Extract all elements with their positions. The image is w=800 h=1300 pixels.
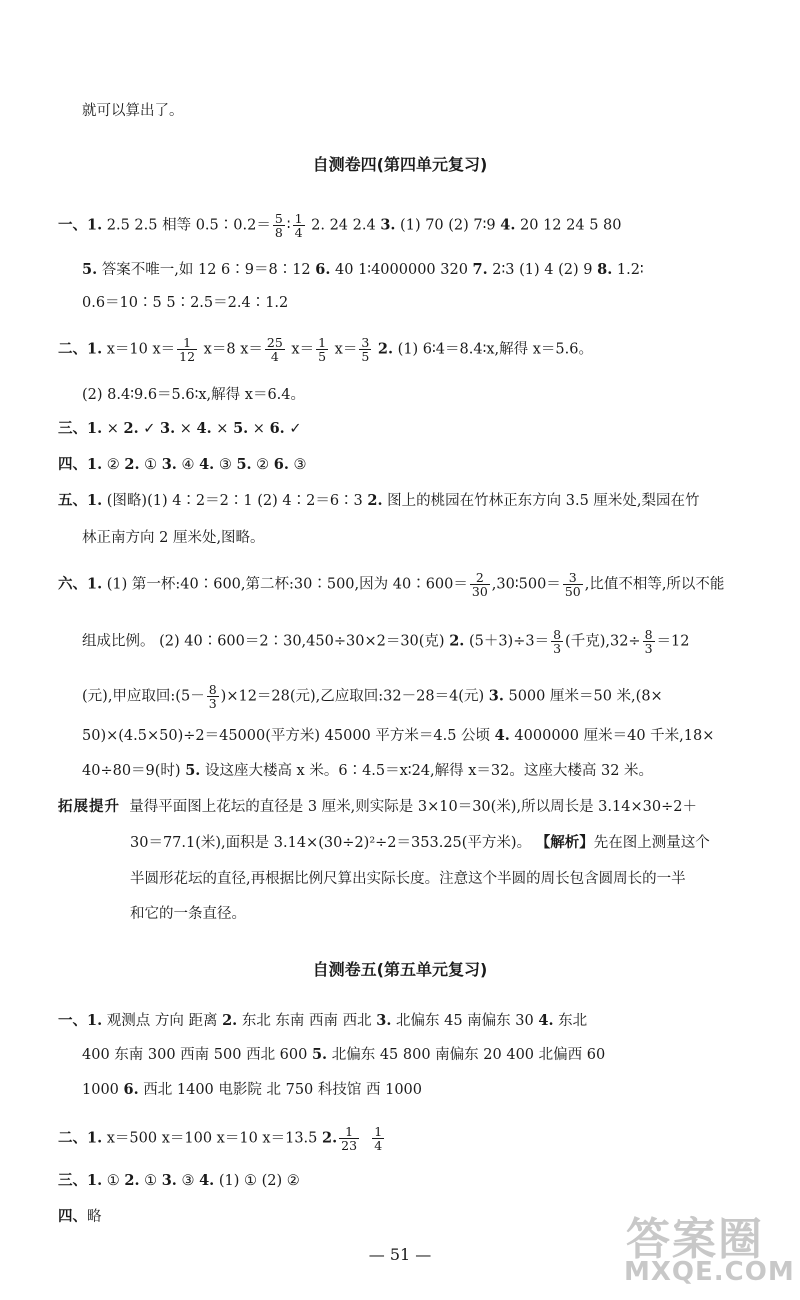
- t4-line-1: 一、1. 2.5 2.5 相等 0.5∶0.2＝ $\frac{5}{8}$ ∶ $\frac{1}{4}$ 2. 24 2.4 3. (1) 70 (2) 7∶9 4. 20 12 24 5 80: [58, 211, 622, 240]
- fraction: $\frac{1}{23}$: [341, 1124, 358, 1153]
- tz-line-2: 30＝77.1(米),面积是 3.14×(30÷2)²÷2＝353.25(平方米)。 【解析】先在图上测量这个: [130, 834, 710, 851]
- t4-line-2: 5. 答案不唯一,如 12 6∶9＝8∶12 6. 40 1∶4000000 320 7. 2∶3 (1) 4 (2) 9 8. 1.2∶: [82, 261, 644, 278]
- t5-line-4: 二、1. x＝500 x＝100 x＝10 x＝13.5 2. $\frac{1}{23}$ $\frac{1}{4}$: [58, 1124, 383, 1153]
- t4-line-4: 二、1. x＝10 x＝ $\frac{1}{12}$ x＝8 x＝ $\frac{25}{4}$ x＝ $\frac{1}{5}$ x＝ $\frac{3}{5}$ 2. (1) 6∶4＝8.4∶x,解得 x＝5.6。: [58, 335, 593, 364]
- fraction: $\frac{3}{5}$: [361, 335, 370, 364]
- fraction: $\frac{1}{4}$: [294, 211, 303, 240]
- fraction: $\frac{1}{4}$: [374, 1124, 383, 1153]
- t4-line-8: 五、1. (图略)(1) 4∶2＝2∶1 (2) 4∶2＝6∶3 2. 图上的桃园在竹林正东方向 3.5 厘米处,梨园在竹: [58, 492, 700, 509]
- t5-line-1: 一、1. 观测点 方向 距离 2. 东北 东南 西南 西北 3. 北偏东 45 南偏东 30 4. 东北: [58, 1012, 588, 1029]
- tz-label: 拓展提升: [58, 799, 120, 815]
- fraction: $\frac{8}{3}$: [208, 682, 217, 711]
- watermark-top: 答案圈: [626, 1214, 764, 1265]
- t4-line-13: 50)×(4.5×50)÷2＝45000(平方米) 45000 平方米＝4.5 公顷 4. 4000000 厘米＝40 千米,18×: [82, 727, 715, 744]
- watermark-bottom: MXQE.COM: [624, 1257, 795, 1287]
- fraction: $\frac{5}{8}$: [274, 211, 283, 240]
- t4-line-14: 40÷80＝9(时) 5. 设这座大楼高 x 米。6∶4.5＝x∶24,解得 x＝32。这座大楼高 32 米。: [82, 762, 654, 779]
- fraction: $\frac{8}{3}$: [553, 627, 562, 656]
- test4-title: 自测卷四(第四单元复习): [312, 155, 488, 174]
- tz-line-3: 半圆形花坛的直径,再根据比例尺算出实际长度。注意这个半圆的周长包含圆周长的一半: [130, 871, 686, 887]
- fraction: $\frac{8}{3}$: [644, 627, 653, 656]
- t4-line-6: 三、1. × 2. ✓ 3. × 4. × 5. × 6. ✓: [58, 420, 302, 437]
- t5-line-6: 四、略: [58, 1209, 102, 1225]
- t5-line-3: 1000 6. 西北 1400 电影院 北 750 科技馆 西 1000: [82, 1081, 423, 1098]
- fraction: $\frac{3}{50}$: [564, 570, 581, 599]
- fraction: $\frac{2}{30}$: [471, 570, 488, 599]
- intro-line: 就可以算出了。: [82, 103, 184, 119]
- fraction: $\frac{1}{12}$: [179, 335, 196, 364]
- t4-line-10: 六、1. (1) 第一杯:40∶600,第二杯:30∶500,因为 40∶600＝ $\frac{2}{30}$ ,30∶500＝ $\frac{3}{50}$ ,比值不相等,所以不能: [58, 570, 725, 599]
- t5-line-5: 三、1. ① 2. ① 3. ③ 4. (1) ① (2) ②: [58, 1172, 300, 1189]
- test5-title: 自测卷五(第五单元复习): [312, 960, 488, 979]
- page-number: — 51 —: [368, 1245, 432, 1264]
- t4-line-5: (2) 8.4∶9.6＝5.6∶x,解得 x＝6.4。: [82, 387, 306, 403]
- fraction: $\frac{25}{4}$: [266, 335, 283, 364]
- t4-line-7: 四、1. ② 2. ① 3. ④ 4. ③ 5. ② 6. ③: [58, 456, 307, 473]
- t4-line-11: 组成比例。 (2) 40∶600＝2∶30,450÷30×2＝30(克) 2. (5＋3)÷3＝ $\frac{8}{3}$ (千克),32÷ $\frac{8}{3}$ ＝12: [82, 627, 690, 656]
- t4-line-3: 0.6＝10∶5 5∶2.5＝2.4∶1.2: [82, 295, 289, 311]
- tz-line-1: 拓展提升 量得平面图上花坛的直径是 3 厘米,则实际是 3×10＝30(米),所以周长是 3.14×30÷2＋: [58, 799, 697, 815]
- t4-line-9: 林正南方向 2 厘米处,图略。: [82, 530, 265, 546]
- t5-line-2: 400 东南 300 西南 500 西北 600 5. 北偏东 45 800 南偏东 20 400 北偏西 60: [82, 1046, 606, 1063]
- watermark-logo: [618, 1203, 795, 1295]
- t4-line-12: (元),甲应取回:(5－ $\frac{8}{3}$ )×12＝28(元),乙应取回:32－28＝4(元) 3. 5000 厘米＝50 米,(8×: [82, 682, 663, 711]
- fraction: $\frac{1}{5}$: [318, 335, 327, 364]
- tz-line-4: 和它的一条直径。: [130, 906, 246, 922]
